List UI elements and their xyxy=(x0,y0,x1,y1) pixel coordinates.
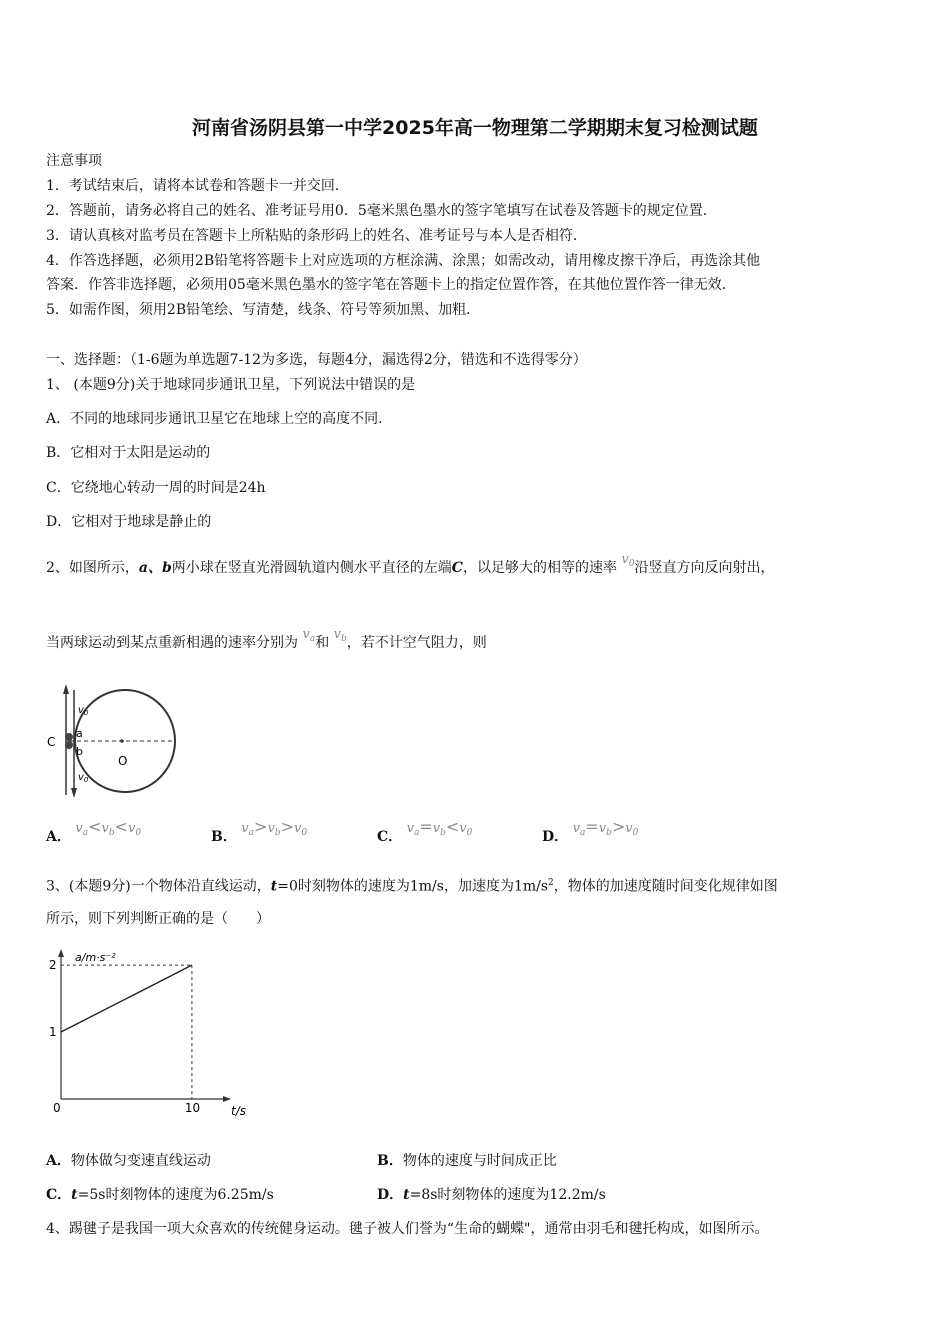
velocity-symbol: $v_0$ xyxy=(459,821,473,838)
acceleration-time-chart xyxy=(40,945,246,1118)
operator: < xyxy=(114,817,128,836)
y-axis-arrow-icon xyxy=(58,949,64,957)
x-tick-label: 0 xyxy=(53,1101,61,1115)
question-3-stem-line1: 3、(本题9分)一个物体沿直线运动，t=0时刻物体的速度为1m/s，加速度为$1m/s^2$，物体的加速度随时间变化规律如图 xyxy=(46,878,778,895)
question-2-option-b: B． $v_a>v_b>v_0$ xyxy=(211,817,308,845)
operator: = xyxy=(419,817,433,836)
y-axis-label: a/m·s⁻² xyxy=(75,951,116,964)
circle-track-figure xyxy=(40,680,190,805)
q2-text: 沿竖直方向反向射出， xyxy=(634,560,775,576)
notice-item: 3．请认真核对监考员在答题卡上所粘贴的条形码上的姓名、准考证号与本人是否相符． xyxy=(46,228,587,244)
x-tick-label: 10 xyxy=(184,1101,201,1115)
notice-item: 2．答题前，请务必将自己的姓名、准考证号用0．5毫米黑色墨水的签字笔填写在试卷及答题卡的规定位置． xyxy=(46,203,717,219)
notice-heading: 注意事项 xyxy=(46,153,102,169)
question-3-option-c: C．t=5s时刻物体的速度为6.25m/s xyxy=(46,1187,274,1203)
label-b: b xyxy=(76,745,83,758)
question-4-stem: 4、踢毽子是我国一项大众喜欢的传统健身运动。毽子被人们誉为“生命的蝴蝶"，通常由羽毛和毽托构成，如图所示。 xyxy=(46,1221,769,1237)
q2-text: ，以足够大的相等的速率 xyxy=(462,560,617,576)
ball-b xyxy=(65,741,73,749)
operator: > xyxy=(280,817,294,836)
question-1-option-a: A．不同的地球同步通讯卫星它在地球上空的高度不同. xyxy=(46,411,383,427)
question-3-option-d: D．t=8s时刻物体的速度为12.2m/s xyxy=(377,1187,606,1203)
label-v0-top: $v_0$ xyxy=(78,705,89,717)
section-heading: 一、选择题：（1-6题为单选题7-12为多选，每题4分，漏选得2分，错选和不选得零分） xyxy=(46,352,587,368)
x-axis-arrow-icon xyxy=(223,1096,231,1102)
question-3-option-a: A．物体做匀变速直线运动 xyxy=(46,1153,211,1169)
y-tick-label: 1 xyxy=(49,1025,57,1040)
question-3-stem-line2: 所示，则下列判断正确的是（ ） xyxy=(46,911,270,927)
notice-item: 5．如需作图，须用2B铅笔绘、写清楚，线条、符号等须加黑、加粗． xyxy=(46,302,481,318)
label-c: C xyxy=(47,735,56,749)
q2-c: C xyxy=(451,560,463,576)
velocity-symbol: $v_b$ xyxy=(101,821,115,838)
circular-track xyxy=(75,690,175,792)
question-2-option-d: D． $v_a=v_b>v_0$ xyxy=(542,817,639,845)
operator: < xyxy=(445,817,460,836)
va-symbol: $v_a$ xyxy=(302,627,316,644)
data-series-line xyxy=(61,965,192,1032)
v0-symbol: $v_0$ xyxy=(621,552,635,569)
vb-symbol: $v_b$ xyxy=(333,627,347,644)
question-2-option-a: A． $v_a<v_b<v_0$ xyxy=(46,817,142,845)
question-1-stem: 1、 (本题9分)关于地球同步通讯卫星，下列说法中错误的是 xyxy=(46,377,416,393)
operator: > xyxy=(254,817,268,836)
question-3-option-b: B．物体的速度与时间成正比 xyxy=(377,1153,557,1169)
label-v0-bottom: $v_0$ xyxy=(78,772,89,784)
question-1-option-c: C．它绕地心转动一周的时间是24h xyxy=(46,480,266,496)
question-2-stem-line2 xyxy=(46,627,487,658)
velocity-symbol: $v_a$ xyxy=(406,821,420,838)
q2-text: ，若不计空气阻力，则 xyxy=(346,635,487,651)
up-arrow-icon xyxy=(63,684,69,694)
x-axis-label: t/s xyxy=(231,1104,246,1118)
velocity-symbol: $v_a$ xyxy=(75,821,89,838)
operator: < xyxy=(88,817,102,836)
center-point xyxy=(120,739,124,743)
velocity-symbol: $v_a$ xyxy=(572,821,586,838)
q2-text: 和 xyxy=(315,635,330,651)
notice-item: 1．考试结束后，请将本试卷和答题卡一并交回． xyxy=(46,178,349,194)
velocity-symbol: $v_b$ xyxy=(598,821,612,838)
velocity-symbol: $v_a$ xyxy=(241,821,255,838)
y-tick-label: 2 xyxy=(49,958,57,973)
operator: > xyxy=(611,817,626,836)
label-o: O xyxy=(118,754,128,768)
operator: = xyxy=(585,817,599,836)
q2-ab: a、b xyxy=(138,560,172,576)
q2-text: 当两球运动到某点重新相遇的速率分别为 xyxy=(46,635,298,651)
q2-text: 2、如图所示， xyxy=(46,560,139,576)
velocity-symbol: $v_0$ xyxy=(625,821,639,838)
velocity-symbol: $v_b$ xyxy=(432,821,446,838)
question-2-option-c: C． $v_a=v_b<v_0$ xyxy=(377,817,473,845)
notice-item: 答案．作答非选择题，必须用05毫米黑色墨水的签字笔在答题卡上的指定位置作答，在其他位置作答一律无效． xyxy=(46,277,736,293)
q2-text: 两小球在竖直光滑圆轨道内侧水平直径的左端 xyxy=(171,560,452,576)
question-1-option-b: B．它相对于太阳是运动的 xyxy=(46,445,211,461)
label-a: a xyxy=(76,727,83,740)
velocity-symbol: $v_0$ xyxy=(128,821,142,838)
question-1-option-d: D．它相对于地球是静止的 xyxy=(46,514,212,530)
ball-a xyxy=(65,733,73,741)
notice-item: 4．作答选择题，必须用2B铅笔将答题卡上对应选项的方框涂满、涂黑；如需改动，请用橡皮擦干净后，再选涂其他 xyxy=(46,253,761,269)
velocity-symbol: $v_0$ xyxy=(293,821,308,838)
question-2-stem-line1 xyxy=(46,552,775,583)
page-title: 河南省汤阴县第一中学2025年高一物理第二学期期末复习检测试题 xyxy=(192,117,758,139)
down-arrow-icon xyxy=(71,788,77,798)
velocity-symbol: $v_b$ xyxy=(267,821,281,838)
